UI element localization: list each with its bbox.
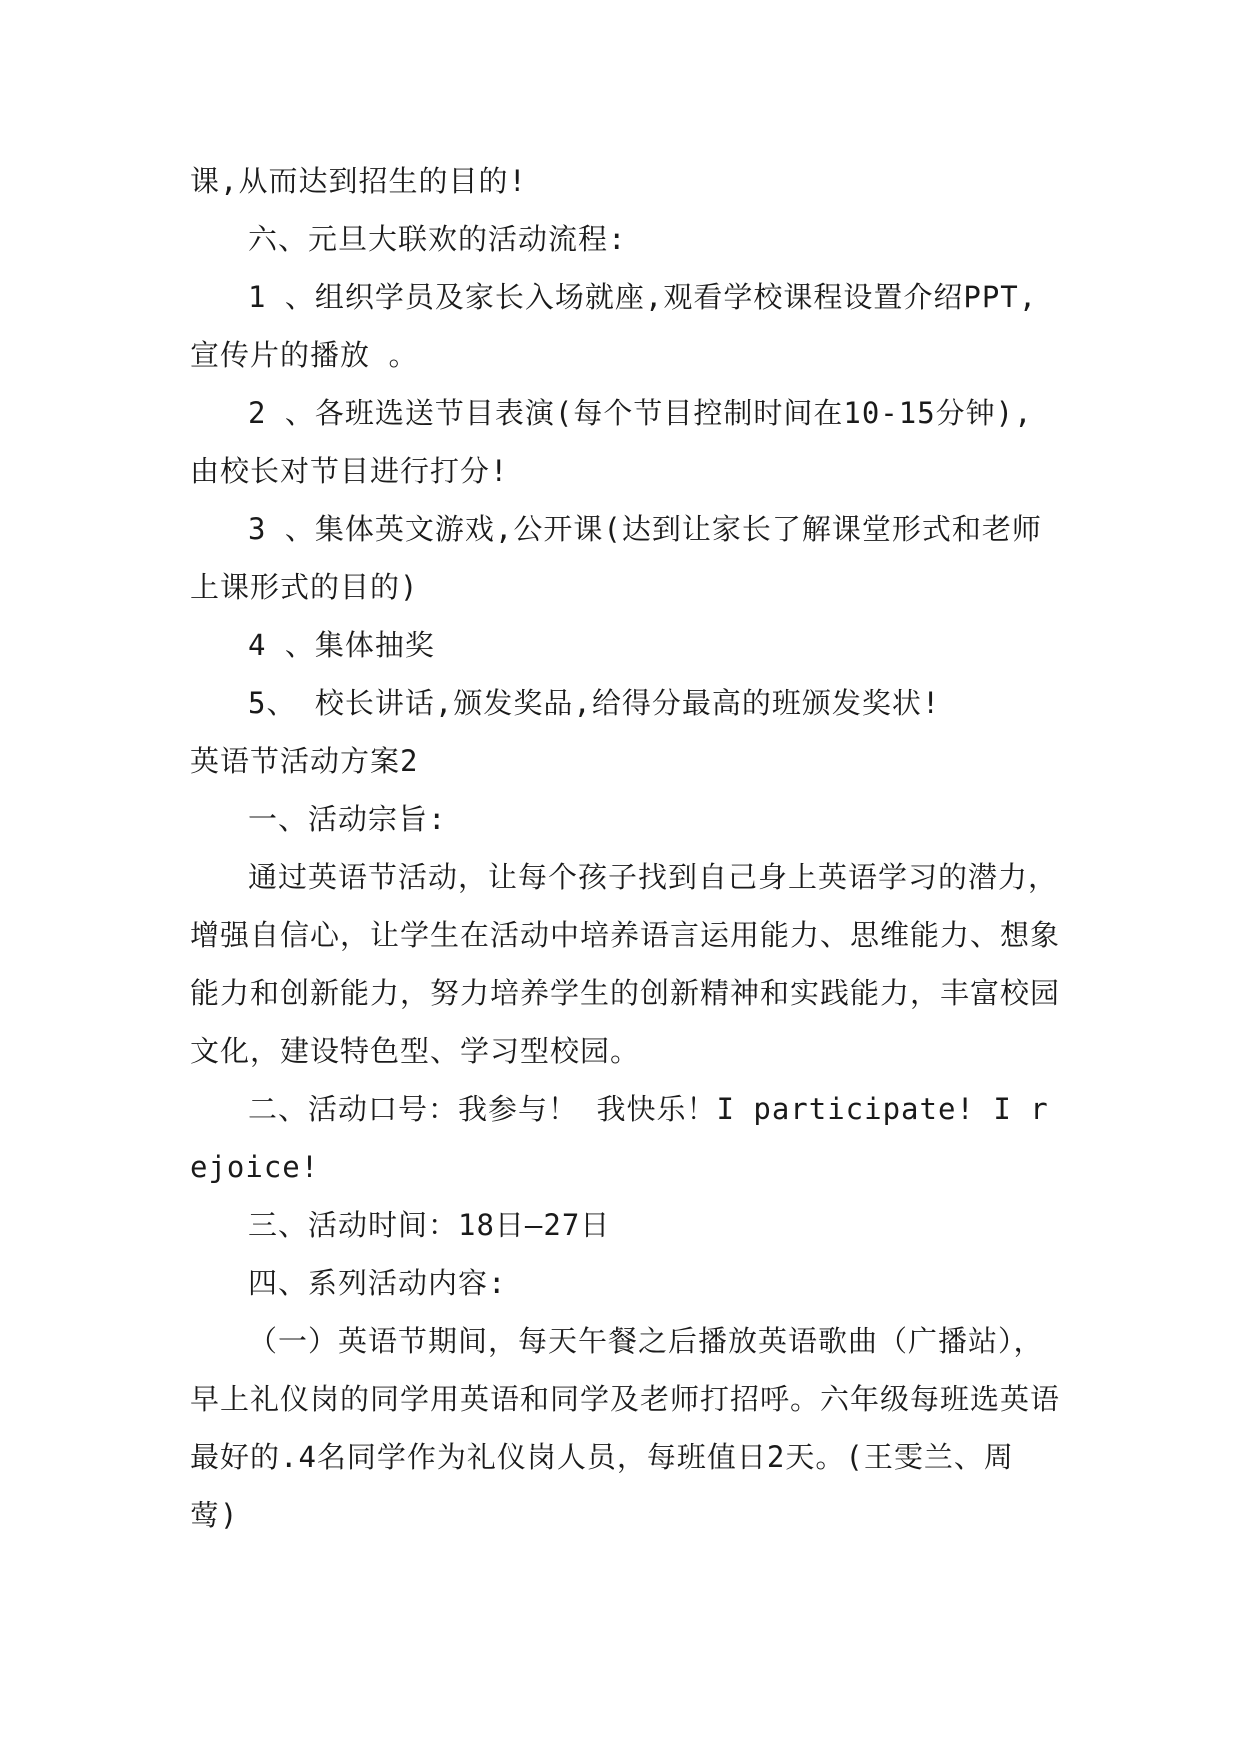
section-heading: 六、元旦大联欢的活动流程: bbox=[248, 222, 627, 256]
section-heading: 四、系列活动内容: bbox=[248, 1266, 507, 1300]
list-item: 4 、集体抽奖 bbox=[248, 628, 435, 662]
document-body bbox=[190, 152, 1060, 1544]
list-item: 1 、组织学员及家长入场就座,观看学校课程设置介绍PPT, 宣传片的播放 。 bbox=[190, 280, 1038, 372]
paragraph: 二、活动口号：我参与！ 我快乐！I participate! I rejoice! bbox=[190, 1092, 1049, 1184]
list-item: 5、 校长讲话,颁发奖品,给得分最高的班颁发奖状! bbox=[248, 686, 941, 720]
paragraph: 三、活动时间：18日—27日 bbox=[248, 1208, 611, 1242]
section-heading: 一、活动宗旨: bbox=[248, 802, 447, 836]
list-item: 2 、各班选送节目表演(每个节目控制时间在10-15分钟),由校长对节目进行打分! bbox=[190, 396, 1033, 488]
paragraph: 通过英语节活动，让每个孩子找到自己身上英语学习的潜力，增强自信心，让学生在活动中培养语言运用能力、思维能力、想象能力和创新能力，努力培养学生的创新精神和实践能力，丰富校园文化，建设特色型、学习型校园。 bbox=[190, 860, 1061, 1068]
paragraph: （一）英语节期间，每天午餐之后播放英语歌曲（广播站），早上礼仪岗的同学用英语和同学及老师打招呼。六年级每班选英语最好的.4名同学作为礼仪岗人员，每班值日2天。(王雯兰、周莺) bbox=[190, 1324, 1061, 1532]
paragraph: 课,从而达到招生的目的! bbox=[190, 164, 527, 198]
list-item: 3 、集体英文游戏,公开课(达到让家长了解课堂形式和老师上课形式的目的) bbox=[190, 512, 1042, 604]
document-title: 英语节活动方案2 bbox=[190, 744, 419, 778]
